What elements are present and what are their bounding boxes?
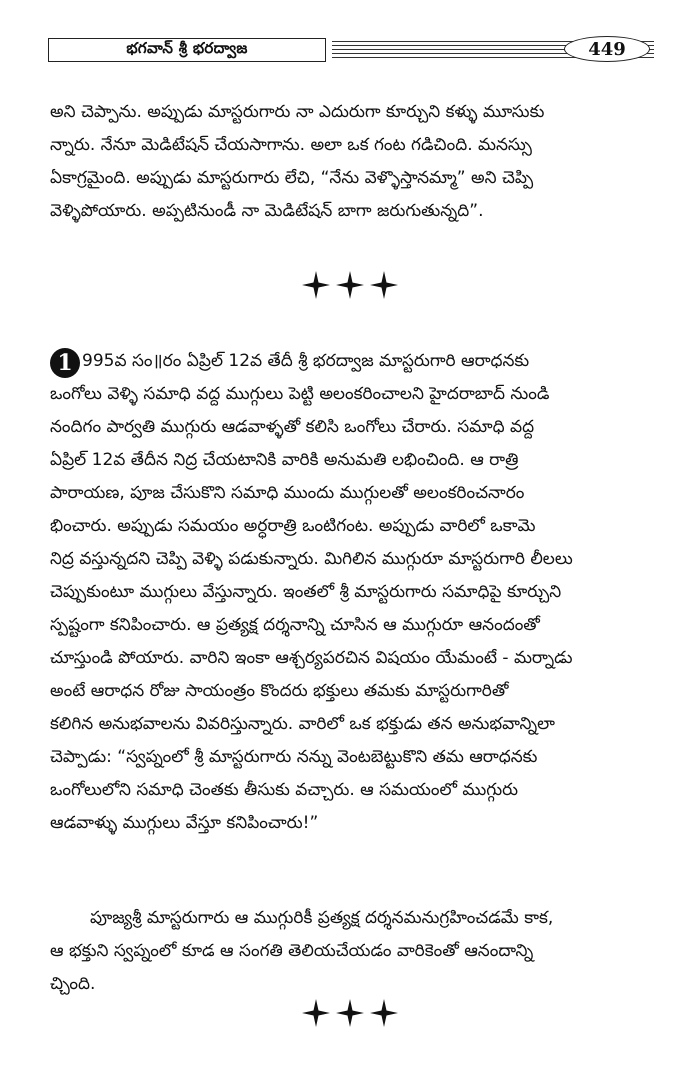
text-line: చెప్పాడు: “స్వప్నంలో శ్రీ మాస్టరుగారు నన్ను వెంటబెట్టుకొని తమ ఆరాధనకు: [50, 747, 538, 767]
four-point-star-icon: [369, 270, 399, 300]
text-line: వెళ్ళిపోయారు. అప్పటినుండీ నా మెడిటేషన్ బాగా జరుగుతున్నది”.: [50, 201, 484, 221]
four-point-star-icon: [335, 270, 365, 300]
text-line: పూజ్యశ్రీ మాస్టరుగారు ఆ ముగ్గురికీ ప్రత్యక్ష దర్శనమనుగ్రహించడమే కాక,: [90, 908, 554, 928]
text-line: నిద్ర వస్తున్నదని చెప్పి వెళ్ళి పడుకున్నారు. మిగిలిన ముగ్గురూ మాస్టరుగారి లీలలు: [50, 549, 573, 569]
text-line: ఏప్రిల్ 12వ తేదీన నిద్ర చేయటానికి వారికి అనుమతి లభించింది. ఆ రాత్రి: [50, 450, 519, 470]
paragraph-3: [50, 902, 660, 1001]
page-number: 449: [564, 36, 650, 62]
text-line: చూస్తుండి పోయారు. వారిని ఇంకా ఆశ్చర్యపరచిన విషయం యేమంటే - మర్నాడు: [50, 648, 573, 668]
text-line: కలిగిన అనుభవాలను వివరిస్తున్నారు. వారిలో ఒక భక్తుడు తన అనుభవాన్నిలా: [50, 714, 555, 734]
text-line: నందిగం పార్వతి ముగ్గురు ఆడవాళ్ళతో కలిసి ఒంగోలు చేరారు. సమాధి వద్ద: [50, 417, 535, 437]
section-divider-ornament: [290, 998, 410, 1028]
text-line: న్నారు. నేనూ మెడిటేషన్ చేయసాగాను. అలా ఒక గంట గడిచింది. మనస్సు: [50, 135, 532, 155]
text-line: ఆ భక్తుని స్వప్నంలో కూడ ఆ సంగతి తెలియచేయడం వారికెంతో ఆనందాన్ని: [50, 941, 534, 961]
text-line: ఆడవాళ్ళు ముగ్గులు వేస్తూ కనిపించారు!”: [50, 813, 319, 833]
text-line: ఒంగోలు వెళ్ళి సమాధి వద్ద ముగ్గులు పెట్టి అలంకరించాలని హైదరాబాద్ నుండి: [50, 384, 550, 404]
paragraph-2: [50, 345, 660, 840]
text-line: [50, 345, 660, 378]
book-title: భగవాన్ శ్రీ భరద్వాజ: [48, 38, 326, 62]
text-line: భించారు. అప్పుడు సమయం అర్ధరాత్రి ఒంటిగంట. అప్పుడు వారిలో ఒకామె: [50, 516, 536, 536]
running-header: [48, 38, 654, 66]
paragraph-1: [50, 96, 660, 228]
four-point-star-icon: [301, 270, 331, 300]
text-line: స్పష్టంగా కనిపించారు. ఆ ప్రత్యక్ష దర్శనాన్ని చూసిన ఆ ముగ్గురూ ఆనందంతో: [50, 615, 540, 635]
first-line-text: 995వ సం॥రం ఏప్రిల్ 12వ తేదీ శ్రీ భరద్వాజ మాస్టరుగారి ఆరాధనకు: [82, 351, 530, 371]
drop-cap: 1: [50, 348, 80, 378]
text-line: అంటే ఆరాధన రోజు సాయంత్రం కొందరు భక్తులు తమకు మాస్టరుగారితో: [50, 681, 509, 701]
text-line: అని చెప్పాను. అప్పుడు మాస్టరుగారు నా ఎదురుగా కూర్చుని కళ్ళు మూసుకు: [50, 102, 545, 122]
text-line: చ్చింది.: [50, 974, 96, 994]
text-line: ఏకాగ్రమైంది. అప్పుడు మాస్టరుగారు లేచి, “నేను వెళ్ళొస్తానమ్మా” అని చెప్పి: [50, 168, 534, 188]
four-point-star-icon: [369, 998, 399, 1028]
text-line: చెప్పుకుంటూ ముగ్గులు వేస్తున్నారు. ఇంతలో శ్రీ మాస్టరుగారు సమాధిపై కూర్చుని: [50, 582, 562, 602]
four-point-star-icon: [335, 998, 365, 1028]
four-point-star-icon: [301, 998, 331, 1028]
text-line: ఒంగోలులోని సమాధి చెంతకు తీసుకు వచ్చారు. ఆ సమయంలో ముగ్గురు: [50, 780, 519, 800]
section-divider-ornament: [290, 270, 410, 300]
text-line: పారాయణ, పూజ చేసుకొని సమాధి ముందు ముగ్గులతో అలంకరించనారం: [50, 483, 525, 503]
